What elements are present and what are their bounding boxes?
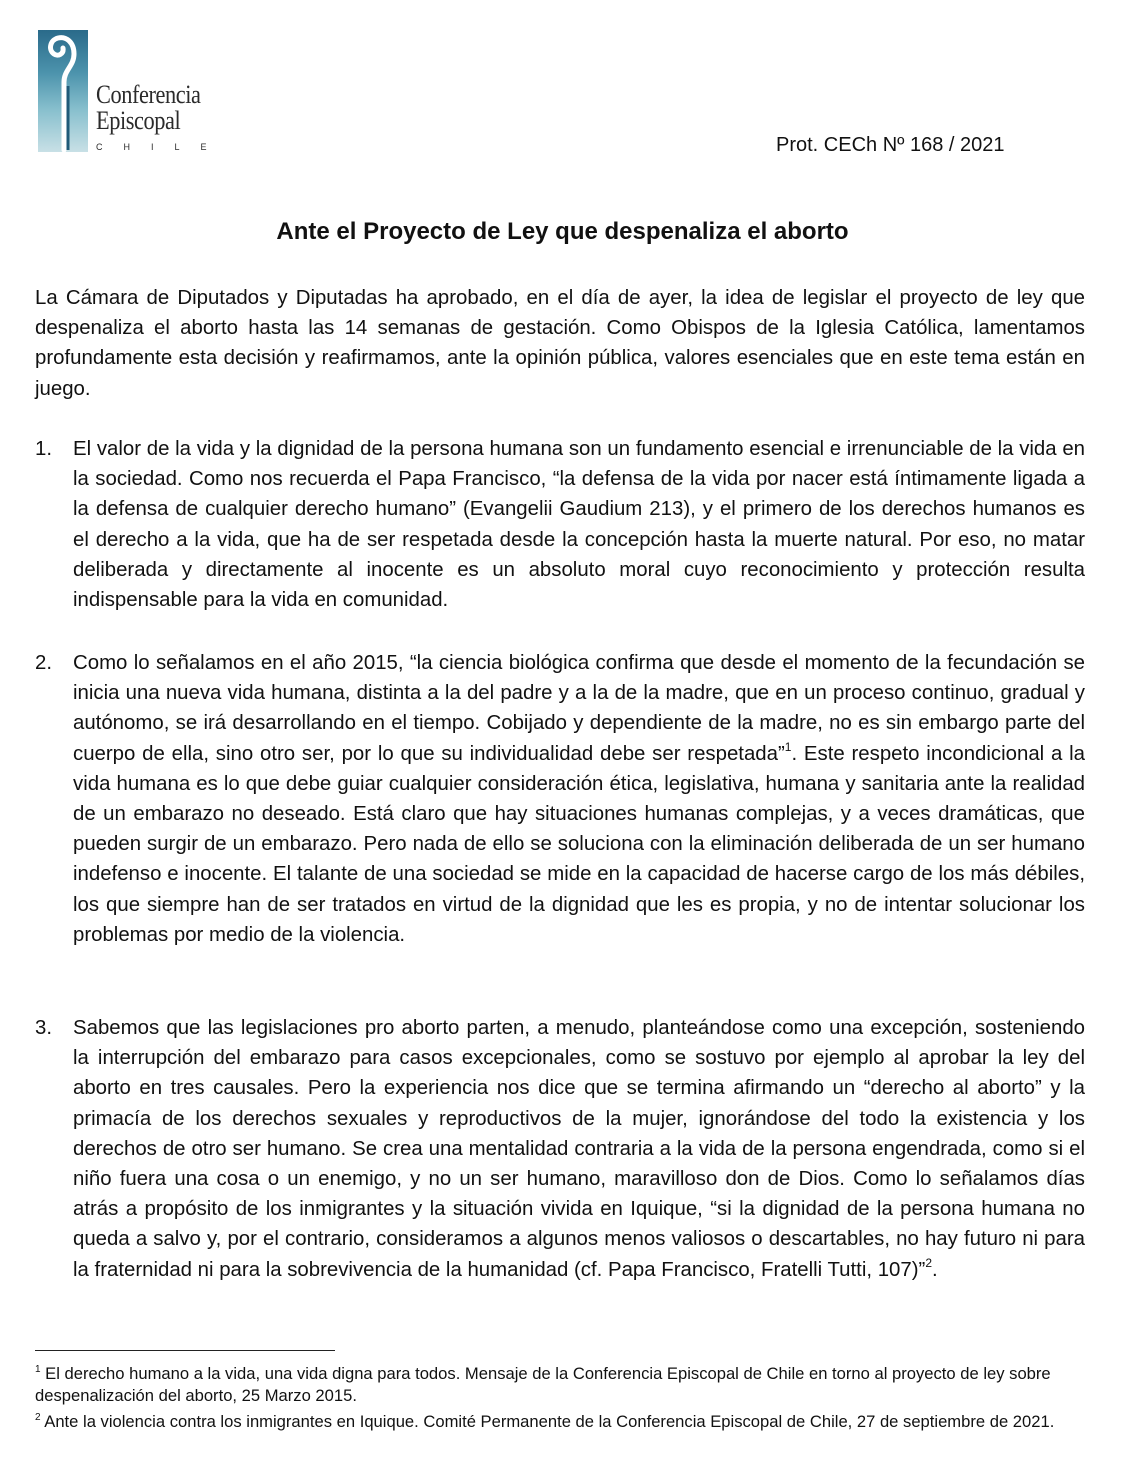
logo-line-2: Episcopal	[96, 106, 181, 135]
footnote-ref-1[interactable]: 1	[784, 739, 792, 754]
list-number: 3.	[35, 1017, 53, 1039]
list-item-text-part: .	[932, 1258, 938, 1281]
list-item-3	[35, 1013, 1085, 1285]
footnote-ref-2[interactable]: 2	[925, 1255, 932, 1270]
list-number: 1.	[35, 438, 53, 460]
intro-paragraph: La Cámara de Diputados y Diputadas ha aprobado, en el día de ayer, la idea de legislar el proyecto de ley que despenaliza el aborto hasta las 14 semanas de gestación. Como Obispos de la Iglesia Católica, lamentamos profundamente esta decisión y reafirmamos, ante la opinión pública, valores esenciales que en este tema están en juego.	[35, 287, 1085, 400]
footnote-mark: 1	[35, 1364, 41, 1375]
list-item-text-part: . Este respeto incondicional a la vida humana es lo que debe guiar cualquier consideración ética, legislativa, humana y sanitaria ante la realidad de un embarazo no deseado. Está claro que hay situaciones humanas complejas, y a veces dramáticas, que pueden surgir de un embarazo. Pero nada de ello se soluciona con la eliminación deliberada de un ser humano indefenso e inocente. El talante de una sociedad se mide en la capacidad de hacerse cargo de los más débiles, los que siempre han de ser tratados en virtud de la dignidad que les es propia, y no de intentar solucionar los problemas por medio de la violencia.	[73, 742, 1085, 946]
footnote-divider	[35, 1350, 335, 1351]
logo-wordmark	[96, 82, 201, 134]
footnote-mark: 2	[35, 1412, 41, 1423]
protocol-number: Prot. CECh Nº 168 / 2021	[776, 134, 1005, 156]
list-item-text-part: Sabemos que las legislaciones pro aborto parten, a menudo, planteándose como una excepción, sosteniendo la interrupción del embarazo para casos excepcionales, como se sostuvo por ejemplo al aprobar la ley del aborto en tres causales. Pero la experiencia nos dice que se termina afirmando un “derecho al aborto” y la primacía de los derechos sexuales y reproductivos de la mujer, ignorándose del todo la existencia y los derechos de otro ser humano. Se crea una mentalidad contraria a la vida de la persona engendrada, como si el niño fuera una cosa o un enemigo, y no un ser humano, maravilloso don de Dios. Como lo señalamos días atrás a propósito de los inmigrantes y la situación vivida en Iquique, “si la dignidad de la persona humana no queda a salvo y, por el contrario, consideramos a algunos menos valiosos o descartables, no hay futuro ni para la fraternidad ni para la sobrevivencia de la humanidad (cf. Papa Francisco, Fratelli Tutti, 107)”	[73, 1017, 1085, 1281]
footnote-2	[35, 1411, 1085, 1433]
logo-line-3: CHILE	[96, 142, 228, 152]
list-item-text	[73, 648, 1085, 950]
list-item-text: El valor de la vida y la dignidad de la persona humana son un fundamento esencial e irrenunciable de la vida en la sociedad. Como nos recuerda el Papa Francisco, “la defensa de la vida por nacer está íntimamente ligada a la defensa de cualquier derecho humano” (Evangelii Gaudium 213), y el primero de los derechos humanos es el derecho a la vida, que ha de ser respetada desde la concepción hasta la muerte natural. Por eso, no matar deliberada y directamente al inocente es un absoluto moral cuyo reconocimiento y protección resulta indispensable para la vida en comunidad.	[73, 438, 1085, 612]
list-number: 2.	[35, 652, 53, 674]
logo-line-1: Conferencia	[96, 80, 201, 109]
crozier-icon	[38, 30, 88, 152]
document-title: Ante el Proyecto de Ley que despenaliza el aborto	[276, 218, 849, 245]
footnote-text: Ante la violencia contra los inmigrantes en Iquique. Comité Permanente de la Conferencia Episcopal de Chile, 27 de septiembre de 2021.	[40, 1412, 1055, 1431]
logo	[38, 28, 238, 158]
list-item-2	[35, 648, 1085, 950]
list-item-text	[73, 1013, 1085, 1285]
list-item-1	[35, 434, 1085, 615]
list-item-text-part: Como lo señalamos en el año 2015, “la ciencia biológica confirma que desde el momento de la fecundación se inicia una nueva vida humana, distinta a la del padre y a la de la madre, que en un proceso continuo, gradual y autónomo, se irá desarrollando en el tiempo. Cobijado y dependiente de la madre, no es sin embargo parte del cuerpo de ella, sino otro ser, por lo que su individualidad debe ser respetada”	[73, 652, 1085, 765]
footnote-text: El derecho humano a la vida, una vida digna para todos. Mensaje de la Conferencia Episcopal de Chile en torno al proyecto de ley sobre despenalización del aborto, 25 Marzo 2015.	[35, 1364, 1051, 1405]
footnote-1	[35, 1363, 1085, 1407]
